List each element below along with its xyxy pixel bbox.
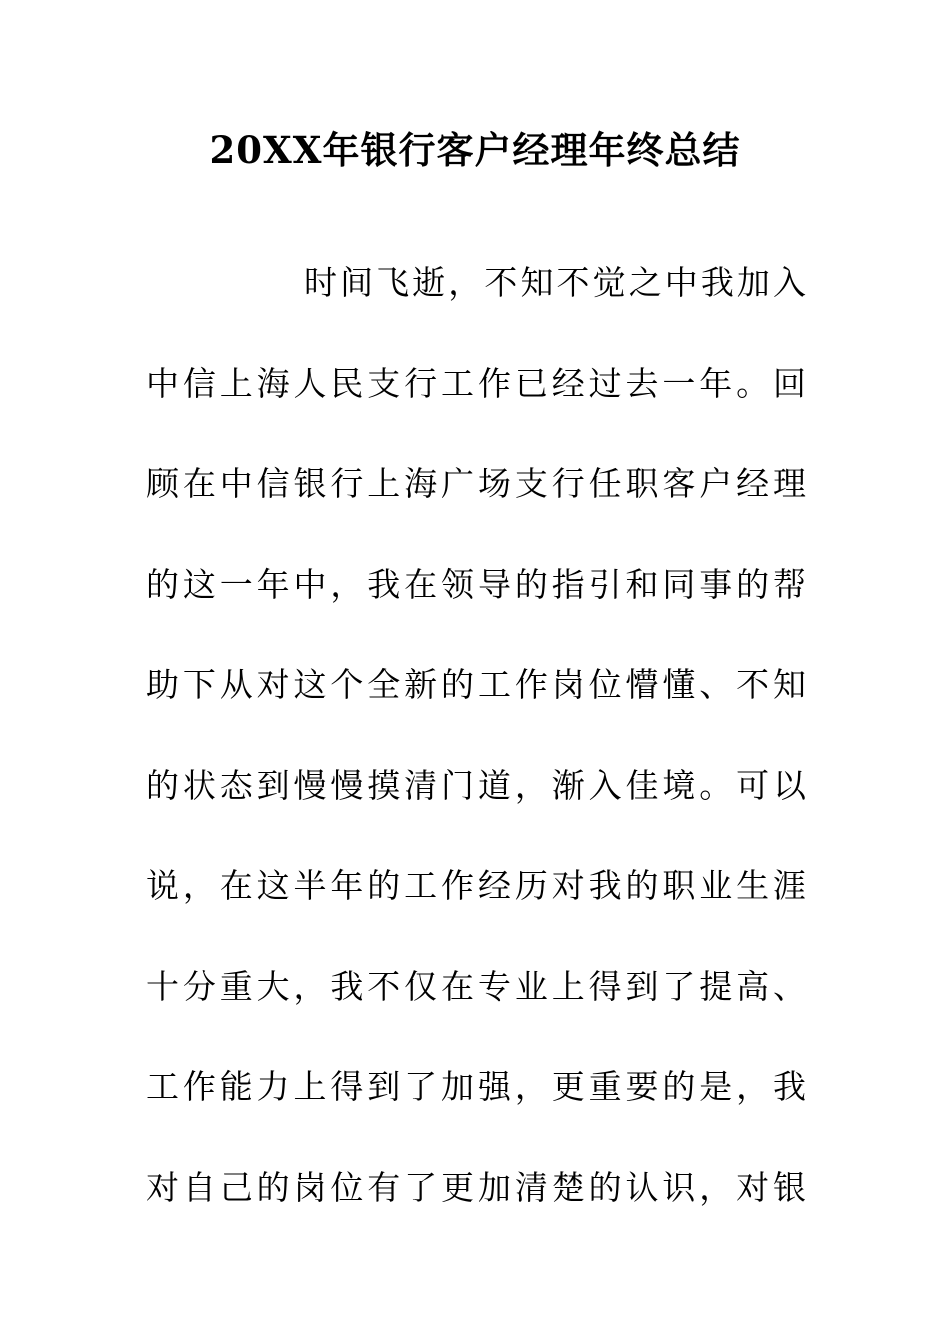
paragraph-line: 的状态到慢慢摸清门道，渐入佳境。可以 [146,765,806,805]
paragraph-line: 顾在中信银行上海广场支行任职客户经理 [146,464,806,503]
paragraph-line: 中信上海人民支行工作已经过去一年。回 [146,363,806,403]
paragraph-line: 的这一年中，我在领导的指引和同事的帮 [146,564,806,604]
paragraph-line: 助下从对这个全新的工作岗位懵懂、不知 [146,665,806,704]
paragraph-line: 工作能力上得到了加强，更重要的是，我 [146,1067,806,1106]
paragraph-line: 对自己的岗位有了更加清楚的认识，对银 [146,1167,806,1207]
paragraph-line: 十分重大，我不仅在专业上得到了提高、 [146,966,806,1006]
body-paragraph [146,258,806,1263]
paragraph-line: 时间飞逝，不知不觉之中我加入 [304,263,806,302]
document-title: 20XX年银行客户经理年终总结 [209,128,741,172]
paragraph-line: 说，在这半年的工作经历对我的职业生涯 [146,866,806,905]
